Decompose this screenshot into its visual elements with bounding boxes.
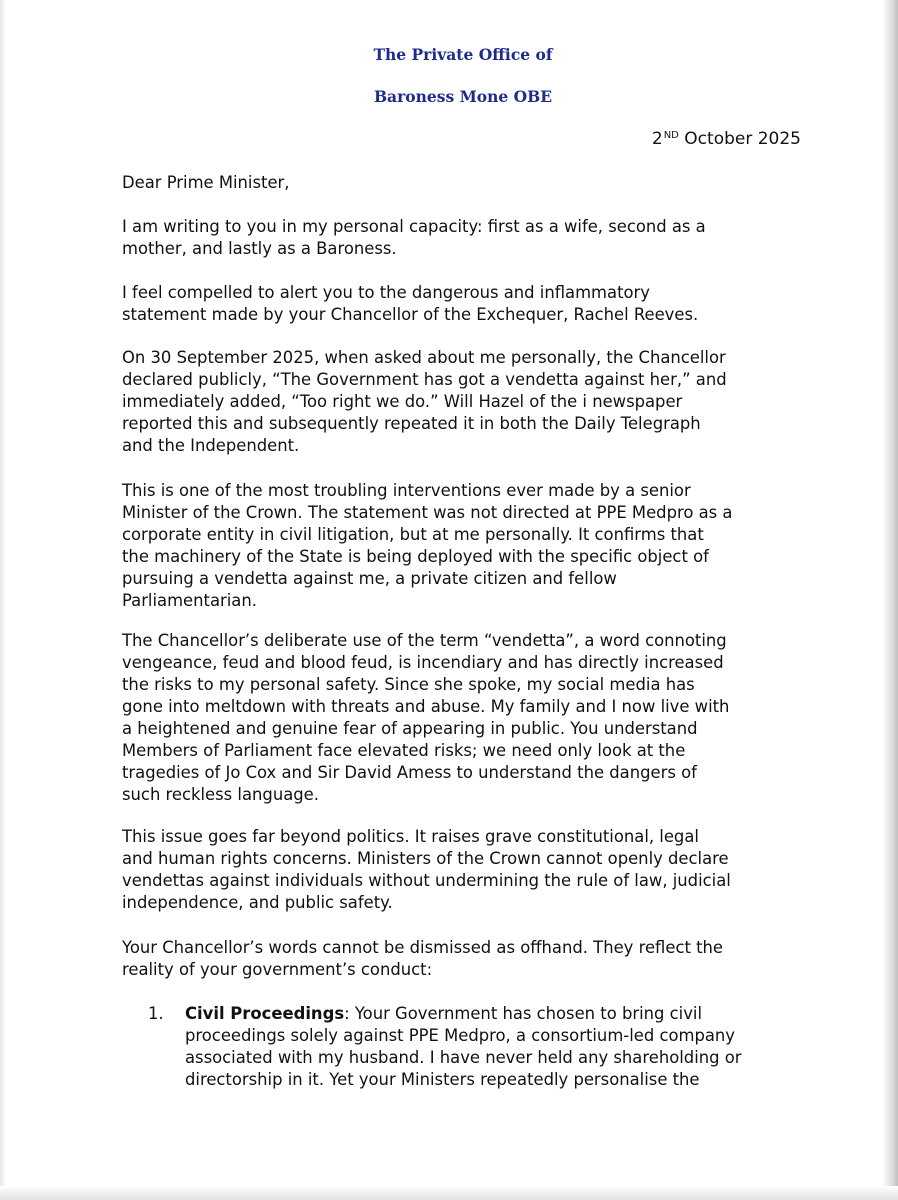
paragraph-5 [122,630,729,806]
paragraph-line: tragedies of Jo Cox and Sir David Amess to understand the dangers of [122,763,697,782]
paragraph-line: and human rights concerns. Ministers of the Crown cannot openly declare [122,849,729,868]
paragraph-line: the risks to my personal safety. Since she spoke, my social media has [122,675,695,694]
paragraph-line: vengeance, feud and blood feud, is incendiary and has directly increased [122,653,724,672]
paragraph-4 [122,480,732,612]
letterhead-line-1: The Private Office of [373,45,553,64]
paragraph-line: the machinery of the State is being deployed with the specific object of [122,547,709,566]
list-item-line: proceedings solely against PPE Medpro, a consortium-led company [185,1026,735,1045]
paragraph-line: mother, and lastly as a Baroness. [122,239,397,258]
letter-date [652,129,801,149]
paragraph-line: gone into meltdown with threats and abuse. My family and I now live with [122,697,730,716]
paragraph-line: This is one of the most troubling interventions ever made by a senior [122,481,691,500]
paragraph-line: Parliamentarian. [122,591,257,610]
list-item-first-line [185,1003,742,1025]
paragraph-line: a heightened and genuine fear of appearing in public. You understand [122,719,698,738]
page-edge-shadow-right [882,0,898,1200]
page-edge-shadow-bottom [0,1186,898,1200]
paragraph-2 [122,282,698,326]
paragraph-line: Minister of the Crown. The statement was not directed at PPE Medpro as a [122,503,733,522]
paragraph-line: corporate entity in civil litigation, but at me personally. It confirms that [122,525,704,544]
date-day: 2 [651,129,663,149]
paragraph-line: and the Independent. [122,436,300,455]
paragraph-line: I feel compelled to alert you to the dangerous and inflammatory [122,283,650,302]
list-item-first-line-rest: : Your Government has chosen to bring civil [344,1004,703,1023]
paragraph-7 [122,937,723,981]
salutation: Dear Prime Minister, [122,173,290,192]
letterhead-line-2: Baroness Mone OBE [373,87,553,106]
paragraph-line: On 30 September 2025, when asked about me personally, the Chancellor [122,348,726,367]
list-item-line: directorship in it. Yet your Ministers repeatedly personalise the [185,1070,700,1089]
paragraph-line: vendettas against individuals without undermining the rule of law, judicial [122,871,731,890]
list-item-line: associated with my husband. I have never held any shareholding or [185,1048,742,1067]
paragraph-line: Members of Parliament face elevated risks; we need only look at the [122,741,686,760]
paragraph-line: Your Chancellor’s words cannot be dismissed as offhand. They reflect the [122,938,723,957]
paragraph-line: pursuing a vendetta against me, a private citizen and fellow [122,569,617,588]
list-item-content [185,1003,742,1091]
paragraph-line: independence, and public safety. [122,893,393,912]
date-suffix: ND [663,130,679,141]
paragraph-3 [122,347,727,457]
page-edge-shadow-left [0,0,6,1200]
list-item-heading: Civil Proceedings [185,1004,345,1023]
paragraph-line: I am writing to you in my personal capacity: first as a wife, second as a [122,217,706,236]
paragraph-line: such reckless language. [122,785,319,804]
paragraph-line: This issue goes far beyond politics. It raises grave constitutional, legal [122,827,699,846]
date-rest: October 2025 [684,129,801,149]
paragraph-line: reported this and subsequently repeated it in both the Daily Telegraph [122,414,701,433]
paragraph-line: reality of your government’s conduct: [122,960,433,979]
paragraph-line: statement made by your Chancellor of the Exchequer, Rachel Reeves. [122,305,699,324]
paragraph-line: immediately added, “Too right we do.” Will Hazel of the i newspaper [122,392,683,411]
paragraph-line: The Chancellor’s deliberate use of the term “vendetta”, a word connoting [122,631,727,650]
paragraph-line: declared publicly, “The Government has got a vendetta against her,” and [122,370,727,389]
list-number: 1. [148,1004,164,1023]
paragraph-6 [122,826,731,914]
paragraph-1 [122,216,706,260]
